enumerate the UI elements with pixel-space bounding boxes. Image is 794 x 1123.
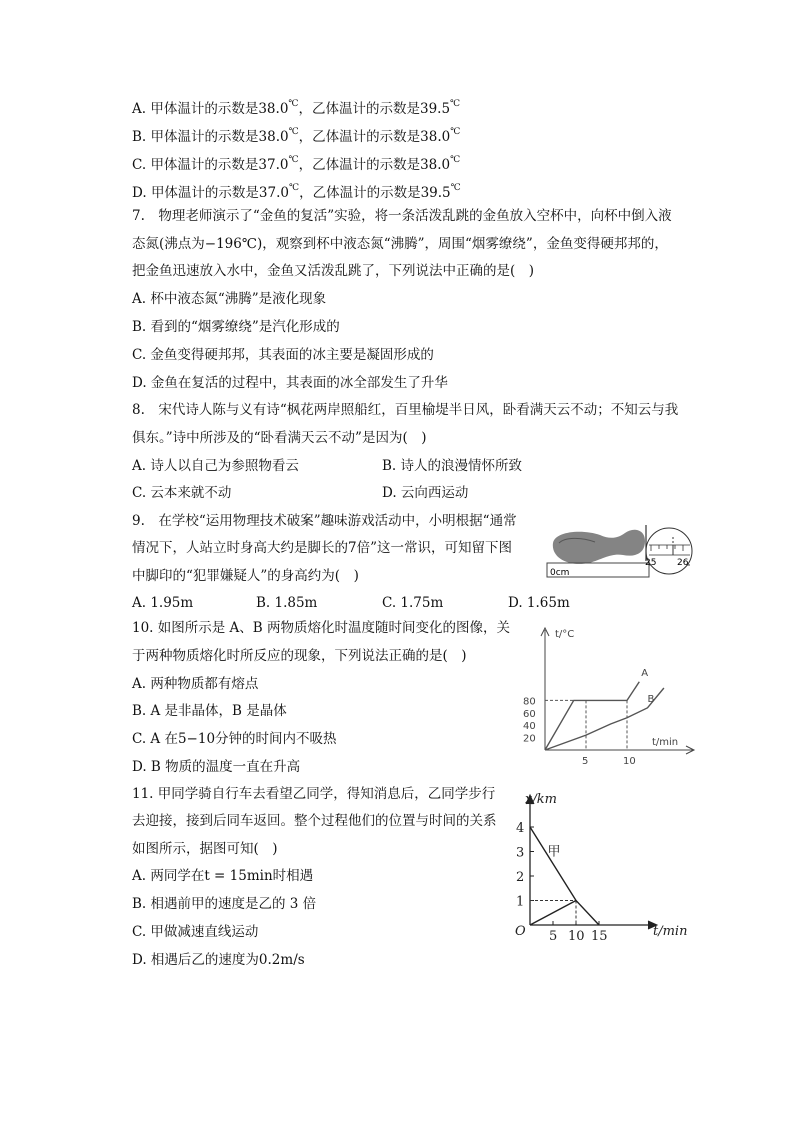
q7-stem-line3: 把金鱼迅速放入水中，金鱼又活泼乱跳了，下列说法中正确的是( ) [132,263,535,279]
q8-option-a: A. 诗人以自己为参照物看云 [132,458,299,474]
q9-option-d: D. 1.65m [508,595,570,611]
q11-stem-line2: 去迎接，接到后同车返回。整个过程他们的位置与时间的关系 [132,813,497,829]
q8-stem-line1: 8. 宋代诗人陈与义有诗“枫花两岸照船红，百里榆堤半日风，卧看满天云不动；不知云与我 [132,402,679,418]
chart1-ytick-1: 1 [516,894,525,910]
chart0-label-A: A [641,667,649,679]
q8-stem-line2: 俱东。”诗中所涉及的“卧看满天云不动”是因为( ) [132,430,427,446]
chart0-label-B: B [647,693,655,705]
q10-option-b: B. A 是非晶体，B 是晶体 [132,703,287,719]
chart1-xtick-5: 5 [549,929,558,944]
chart0-xtick-10: 10 [623,756,636,767]
ruler-tick-26: 26 [677,558,689,568]
q11-option-b: B. 相遇前甲的速度是乙的 3 倍 [132,896,317,912]
chart0-ytick-40: 40 [523,721,536,733]
chart0-xtick-5: 5 [582,756,589,767]
chart1-ytick-2: 2 [516,870,525,885]
ruler-zero-label: 0cm [550,568,570,578]
q7-stem-line2: 态氮(沸点为−196℃)，观察到杯中液态氮“沸腾”，周围“烟雾缭绕”，金鱼变得硬邦邦的， [132,236,668,252]
q9-stem-line2: 情况下，人站立时身高大约是脚长的7倍”这一常识，可知留下图 [132,540,512,556]
q10-stem-line2: 于两种物质熔化时所反应的现象，下列说法正确的是( ) [132,648,467,664]
q11-stem-line1: 11. 甲同学骑自行车去看望乙同学，得知消息后，乙同学步行 [132,786,496,802]
q10-option-c: C. A 在5−10分钟的时间内不吸热 [132,731,337,747]
q10-option-a: A. 两种物质都有熔点 [132,676,259,692]
chart0-ytick-80: 80 [523,696,536,708]
ruler-tick-25: 25 [645,558,657,568]
q9-option-b: B. 1.85m [256,595,318,611]
q9-stem-line1: 9. 在学校“运用物理技术破案”趣味游戏活动中，小明根据“通常 [132,513,517,529]
q8-option-c: C. 云本来就不动 [132,485,232,501]
q9-option-c: C. 1.75m [382,595,444,611]
q7-stem-line1: 7. 物理老师演示了“金鱼的复活”实验，将一条活泼乱跳的金鱼放入空杯中，向杯中倒入液 [132,208,672,224]
q6-option-a: A. 甲体温计的示数是38.0℃，乙体温计的示数是39.5℃ [132,99,461,117]
chart0-ytick-60: 60 [523,708,536,720]
q8-option-b: B. 诗人的浪漫情怀所致 [382,458,523,474]
q9-stem-line3: 中脚印的“犯罪嫌疑人”的身高约为( ) [132,568,359,584]
chart0-series-A [545,682,639,750]
q7-option-a: A. 杯中液态氮“沸腾”是液化现象 [132,291,327,307]
footprint-ruler-figure [545,515,695,583]
q11-option-c: C. 甲做减速直线运动 [132,924,259,940]
footprint-shape [553,530,645,564]
chart0-xlabel: t/min [652,737,679,748]
q6-option-d: D. 甲体温计的示数是37.0℃，乙体温计的示数是39.5℃ [132,183,461,201]
q7-option-b: B. 看到的“烟雾缭绕”是汽化形成的 [132,319,340,335]
chart1-label-jia: 甲 [547,844,561,860]
chart1-ytick-3: 3 [516,845,525,861]
q10-stem-line1: 10. 如图所示是 A、B 两物质熔化时温度随时间变化的图像，关 [132,620,511,636]
melting-temperature-chart [505,615,705,775]
q9-option-a: A. 1.95m [132,595,194,611]
q7-option-d: D. 金鱼在复活的过程中，其表面的冰全部发生了升华 [132,375,448,391]
chart1-xlabel: t/min [653,924,688,939]
q11-option-a: A. 两同学在t = 15min时相遇 [132,868,314,884]
chart1-origin: O [515,924,526,939]
chart1-xtick-10: 10 [568,929,585,944]
q7-option-c: C. 金鱼变得硬邦邦，其表面的冰主要是凝固形成的 [132,347,434,363]
position-time-chart [505,785,705,945]
q6-option-c: C. 甲体温计的示数是37.0℃，乙体温计的示数是38.0℃ [132,155,461,173]
q10-option-d: D. B 物质的温度一直在升高 [132,759,301,775]
q8-option-d: D. 云向西运动 [382,485,469,501]
q11-stem-line3: 如图所示，据图可知( ) [132,841,278,857]
chart1-series-1 [530,827,599,925]
chart0-ylabel: t/°C [555,629,575,640]
q11-option-d: D. 相遇后乙的速度为0.2m/s [132,952,305,968]
chart1-ytick-4: 4 [516,821,525,836]
chart0-ytick-20: 20 [523,733,536,745]
q6-option-b: B. 甲体温计的示数是38.0℃，乙体温计的示数是38.0℃ [132,127,461,145]
chart1-ylabel: x/km [525,792,557,807]
chart1-xtick-15: 15 [591,929,608,944]
